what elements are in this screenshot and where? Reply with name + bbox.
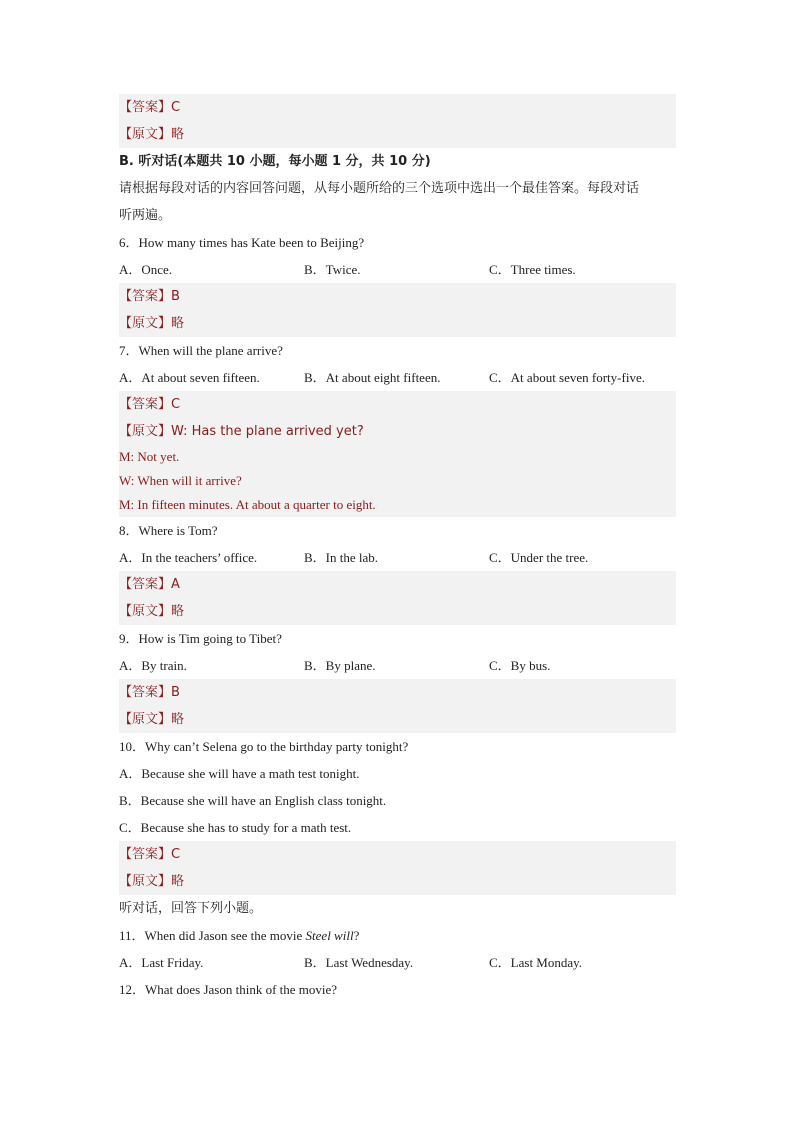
section-b-instruction-2: 听两遍。 xyxy=(119,208,172,223)
option-b-q9: B．By plane. xyxy=(304,658,376,673)
option-b-q10: B．Because she will have an English class tonight. xyxy=(119,793,387,808)
transcript-q6: 【原文】略 xyxy=(119,316,185,331)
transcript-q10: 【原文】略 xyxy=(119,874,185,889)
answer-q7: 【答案】C xyxy=(119,397,181,412)
option-a-q6: A．Once. xyxy=(119,262,173,277)
transcript-q7-line-4: M: In fifteen minutes. At about a quarter to eight. xyxy=(119,497,376,512)
question-10: 10．Why can’t Selena go to the birthday party tonight? xyxy=(119,739,409,754)
option-c-q9: C．By bus. xyxy=(489,658,551,673)
answer-q5: 【答案】C xyxy=(119,100,181,115)
options-q9 xyxy=(119,652,676,679)
question-11-end: ? xyxy=(353,928,360,943)
section-b-instruction-1: 请根据每段对话的内容回答问题，从每小题所给的三个选项中选出一个最佳答案。每段对话 xyxy=(119,181,640,196)
option-a-q7: A．At about seven fifteen. xyxy=(119,370,260,385)
answer-block-q5 xyxy=(119,94,676,148)
options-q8 xyxy=(119,544,676,571)
listen-intro: 听对话，回答下列小题。 xyxy=(119,901,263,916)
question-9: 9．How is Tim going to Tibet? xyxy=(119,631,282,646)
option-c-q11: C．Last Monday. xyxy=(489,955,583,970)
question-6: 6．How many times has Kate been to Beijing? xyxy=(119,235,365,250)
transcript-q9: 【原文】略 xyxy=(119,712,185,727)
option-c-q8: C．Under the tree. xyxy=(489,550,589,565)
option-b-q7: B．At about eight fifteen. xyxy=(304,370,441,385)
question-12: 12．What does Jason think of the movie? xyxy=(119,982,338,997)
options-q7 xyxy=(119,364,676,391)
question-11-text: 11．When did Jason see the movie xyxy=(119,928,306,943)
answer-block-q10 xyxy=(119,841,676,895)
option-a-q9: A．By train. xyxy=(119,658,187,673)
question-8: 8．Where is Tom? xyxy=(119,523,218,538)
document-content xyxy=(119,94,676,1003)
options-q6 xyxy=(119,256,676,283)
answer-q9: 【答案】B xyxy=(119,685,180,700)
answer-q8: 【答案】A xyxy=(119,577,180,592)
answer-q6: 【答案】B xyxy=(119,289,180,304)
transcript-q7-line-2: M: Not yet. xyxy=(119,449,180,464)
transcript-q5: 【原文】略 xyxy=(119,127,185,142)
movie-title: Steel will xyxy=(305,928,354,943)
option-c-q6: C．Three times. xyxy=(489,262,576,277)
answer-block-q6 xyxy=(119,283,676,337)
option-a-q8: A．In the teachers’ office. xyxy=(119,550,258,565)
option-c-q7: C．At about seven forty-five. xyxy=(489,370,645,385)
answer-block-q7 xyxy=(119,391,676,517)
option-b-q11: B．Last Wednesday. xyxy=(304,955,414,970)
section-b-heading: B. 听对话(本题共 10 小题，每小题 1 分，共 10 分) xyxy=(119,154,431,169)
answer-block-q9 xyxy=(119,679,676,733)
option-b-q6: B．Twice. xyxy=(304,262,361,277)
question-7: 7．When will the plane arrive? xyxy=(119,343,283,358)
question-11 xyxy=(119,922,676,949)
transcript-q7-line-3: W: When will it arrive? xyxy=(119,473,242,488)
option-b-q8: B．In the lab. xyxy=(304,550,379,565)
transcript-q8: 【原文】略 xyxy=(119,604,185,619)
answer-q10: 【答案】C xyxy=(119,847,181,862)
transcript-q7: 【原文】W: Has the plane arrived yet? xyxy=(119,424,364,439)
options-q11 xyxy=(119,949,676,976)
option-a-q10: A．Because she will have a math test tonight. xyxy=(119,766,360,781)
option-a-q11: A．Last Friday. xyxy=(119,955,204,970)
option-c-q10: C．Because she has to study for a math test. xyxy=(119,820,352,835)
answer-block-q8 xyxy=(119,571,676,625)
